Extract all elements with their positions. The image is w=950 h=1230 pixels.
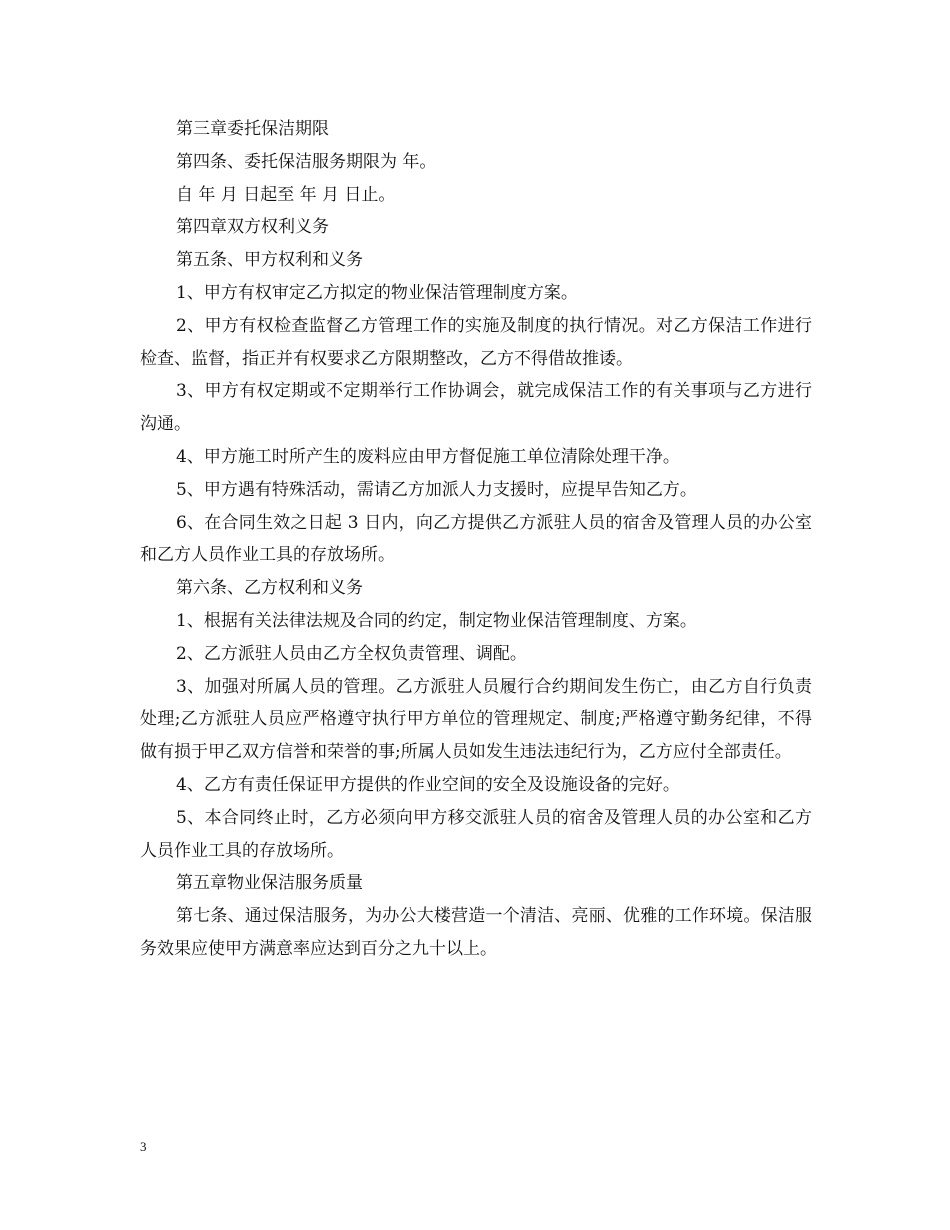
clause-paragraph: 1、根据有关法律法规及合同的约定，制定物业保洁管理制度、方案。 (176, 610, 697, 631)
clause-paragraph: 5、甲方遇有特殊活动，需请乙方加派人力支援时，应提早告知乙方。 (176, 479, 697, 500)
article-paragraph: 第七条、通过保洁服务，为办公大楼营造一个清洁、亮丽、优雅的工作环境。保洁服务效果应使甲方满意率应达到百分之九十以上。 (140, 906, 812, 959)
document-body (140, 113, 812, 966)
article-heading: 第六条、乙方权利和义务 (176, 578, 363, 599)
clause-paragraph: 3、加强对所属人员的管理。乙方派驻人员履行合约期间发生伤亡，由乙方自行负责处理;乙方派驻人员应严格遵守执行甲方单位的管理规定、制度;严格遵守勤务纪律，不得做有损于甲乙双方信誉和荣誉的事;所属人员如发生违法违纪行为，乙方应付全部责任。 (140, 676, 812, 763)
clause-paragraph: 2、甲方有权检查监督乙方管理工作的实施及制度的执行情况。对乙方保洁工作进行检查、监督，指正并有权要求乙方限期整改，乙方不得借故推诿。 (140, 315, 812, 369)
article-heading: 第五条、甲方权利和义务 (176, 250, 363, 271)
clause-paragraph: 4、乙方有责任保证甲方提供的作业空间的安全及设施设备的完好。 (176, 774, 680, 795)
chapter-heading: 第五章物业保洁服务质量 (176, 873, 363, 894)
chapter-heading: 第四章双方权利义务 (176, 217, 329, 238)
clause-paragraph: 5、本合同终止时，乙方必须向甲方移交派驻人员的宿舍及管理人员的办公室和乙方人员作业工具的存放场所。 (140, 807, 812, 861)
date-range-paragraph: 自 年 月 日起至 年 月 日止。 (176, 184, 396, 205)
article-paragraph: 第四条、委托保洁服务期限为 年。 (176, 151, 437, 172)
clause-paragraph: 1、甲方有权审定乙方拟定的物业保洁管理制度方案。 (176, 282, 578, 303)
clause-paragraph: 2、乙方派驻人员由乙方全权负责管理、调配。 (176, 643, 527, 664)
clause-paragraph: 3、甲方有权定期或不定期举行工作协调会，就完成保洁工作的有关事项与乙方进行沟通。 (140, 381, 812, 435)
clause-paragraph: 6、在合同生效之日起 3 日内，向乙方提供乙方派驻人员的宿舍及管理人员的办公室和乙方人员作业工具的存放场所。 (140, 512, 812, 566)
page-number: 3 (140, 1139, 147, 1154)
chapter-heading: 第三章委托保洁期限 (176, 119, 329, 139)
clause-paragraph: 4、甲方施工时所产生的废料应由甲方督促施工单位清除处理干净。 (176, 446, 680, 467)
